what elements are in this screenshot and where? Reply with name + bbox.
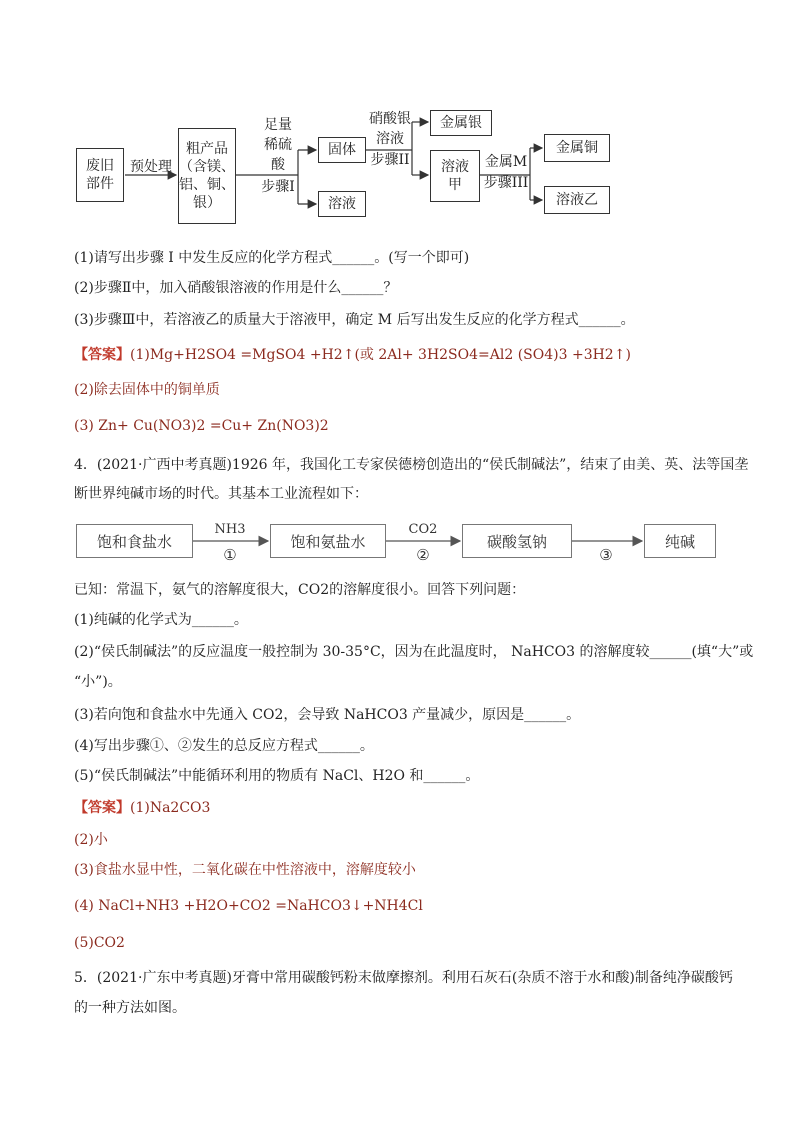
answer-tag: 【答案】 bbox=[74, 800, 130, 816]
q4-answer-3: (3)食盐水显中性，二氧化碳在中性溶液中，溶解度较小 bbox=[74, 862, 416, 878]
q3-answer-3: (3) Zn+ Cu(NO3)2 =Cu+ Zn(NO3)2 bbox=[74, 418, 329, 434]
box-metal-copper: 金属铜 bbox=[544, 134, 610, 162]
label-acid-3: 酸 bbox=[271, 157, 285, 173]
q4-part1: (1)纯碱的化学式为______。 bbox=[74, 612, 248, 628]
flow-box-saturated-brine: 饱和食盐水 bbox=[76, 524, 193, 558]
label-acid-2: 稀硫 bbox=[264, 137, 292, 153]
flow-box-sodium-bicarbonate: 碳酸氢钠 bbox=[462, 524, 572, 558]
q4-known: 已知：常温下，氨气的溶解度很大，CO2的溶解度很小。回答下列问题： bbox=[74, 582, 526, 598]
flow-label-step-3: ③ bbox=[599, 546, 613, 564]
box-metal-silver: 金属银 bbox=[430, 110, 492, 136]
box-crude-product bbox=[178, 128, 236, 224]
flow-label-step-2: ② bbox=[416, 546, 430, 564]
q5-intro-line2: 的一种方法如图。 bbox=[74, 1000, 186, 1016]
q4-answer-1 bbox=[74, 798, 210, 818]
label-acid-1: 足量 bbox=[264, 117, 292, 133]
q3-answer-1-equation: Mg+H2SO4 =MgSO4 +H2↑(或 2Al+ 3H2SO4=Al2 (SO4)3 +3H2↑) bbox=[149, 347, 631, 363]
q4-answer-4: (4) NaCl+NH3 +H2O+CO2 =NaHCO3↓+NH4Cl bbox=[74, 898, 423, 914]
label-metal-m: 金属M bbox=[484, 154, 528, 170]
box-solution-a-text-1: 溶液 bbox=[441, 159, 469, 175]
q4-part2-line1: (2)“侯氏制碱法”的反应温度一般控制为 30-35°C，因为在此温度时， NaHCO3 的溶解度较______(填“大”或 bbox=[74, 644, 754, 660]
flow-label-step-1: ① bbox=[223, 546, 237, 564]
flow-label-co2: CO2 bbox=[408, 522, 438, 537]
box-crude-text-3: 铝、铜、 bbox=[179, 177, 235, 193]
box-waste-parts bbox=[76, 148, 124, 202]
q4-part5: (5)“侯氏制碱法”中能循环利用的物质有 NaCl、H2O 和______。 bbox=[74, 768, 480, 784]
q4-part3: (3)若向饱和食盐水中先通入 CO2，会导致 NaHCO3 产量减少，原因是______。 bbox=[74, 707, 581, 723]
q4-answer-1-text: (1)Na2CO3 bbox=[130, 800, 211, 816]
box-crude-text-1: 粗产品 bbox=[186, 141, 228, 157]
label-step-1: 步骤I bbox=[261, 179, 295, 195]
box-solution-a bbox=[430, 150, 480, 202]
label-step-2: 步骤II bbox=[370, 152, 410, 168]
q4-part4: (4)写出步骤①、②发生的总反应方程式______。 bbox=[74, 738, 374, 754]
q5-intro-line1: 5．(2021·广东中考真题)牙膏中常用碳酸钙粉末做摩擦剂。利用石灰石(杂质不溶于水和酸)制备纯净碳酸钙 bbox=[74, 970, 733, 986]
box-crude-text-2: （含镁、 bbox=[179, 159, 235, 175]
q3-part3: (3)步骤Ⅲ中，若溶液乙的质量大于溶液甲，确定 M 后写出发生反应的化学方程式______。 bbox=[74, 312, 635, 328]
box-solution-a-text-2: 甲 bbox=[448, 177, 462, 193]
box-waste-text-2: 部件 bbox=[86, 176, 114, 192]
label-silver-nitrate-solution: 溶液 bbox=[376, 131, 404, 147]
flow-box-soda-ash: 纯碱 bbox=[644, 524, 716, 558]
label-step-3: 步骤III bbox=[483, 175, 529, 191]
q3-answer-1-number: (1) bbox=[130, 347, 150, 363]
box-crude-text-4: 银） bbox=[193, 195, 221, 211]
box-waste-text-1: 废旧 bbox=[86, 158, 114, 174]
label-silver-nitrate: 硝酸银 bbox=[369, 111, 411, 127]
answer-tag: 【答案】 bbox=[74, 347, 130, 363]
q4-intro-line1: 4．(2021·广西中考真题)1926 年，我国化工专家侯德榜创造出的“侯氏制碱法”，结束了由美、英、法等国垄 bbox=[74, 457, 749, 473]
label-pretreatment: 预处理 bbox=[130, 159, 172, 175]
q4-answer-5: (5)CO2 bbox=[74, 935, 125, 951]
q3-part2: (2)步骤Ⅱ中，加入硝酸银溶液的作用是什么______？ bbox=[74, 280, 398, 296]
box-solid: 固体 bbox=[318, 137, 366, 163]
q3-answer-1 bbox=[74, 345, 631, 365]
q3-answer-2: (2)除去固体中的铜单质 bbox=[74, 382, 220, 398]
q3-part1: (1)请写出步骤 I 中发生反应的化学方程式______。(写一个即可) bbox=[74, 250, 470, 266]
box-solution-b: 溶液乙 bbox=[544, 186, 610, 214]
q4-intro-line2: 断世界纯碱市场的时代。其基本工业流程如下： bbox=[74, 486, 368, 502]
q4-part2-line2: “小”)。 bbox=[74, 674, 122, 690]
q4-answer-2: (2)小 bbox=[74, 832, 108, 848]
box-solution: 溶液 bbox=[318, 191, 366, 217]
flow-box-ammoniated-brine: 饱和氨盐水 bbox=[270, 524, 386, 558]
flow-label-nh3: NH3 bbox=[214, 522, 246, 537]
